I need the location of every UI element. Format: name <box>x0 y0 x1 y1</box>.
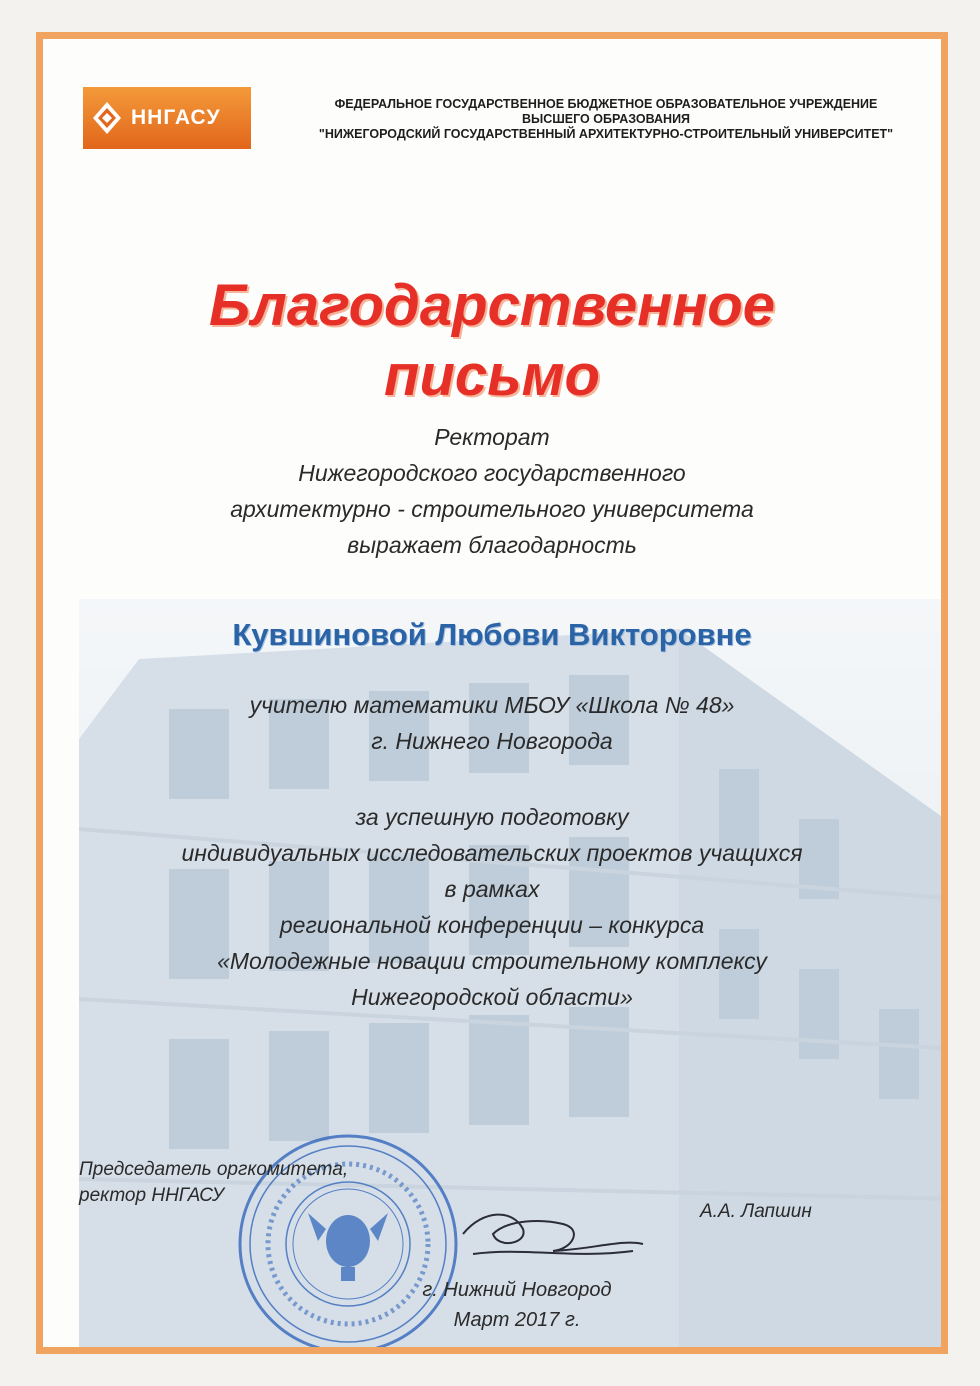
institution-header <box>281 97 931 142</box>
reason-line: «Молодежные новации строительному комплексу <box>217 948 767 974</box>
signatory-title-line: Председатель оргкомитета, <box>79 1159 349 1180</box>
intro-text <box>43 419 941 563</box>
intro-line: Нижегородского государственного <box>298 460 686 486</box>
header-line: ФЕДЕРАЛЬНОЕ ГОСУДАРСТВЕННОЕ БЮДЖЕТНОЕ ОБРАЗОВАТЕЛЬНОЕ УЧРЕЖДЕНИЕ <box>334 97 878 111</box>
reason-line: за успешную подготовку <box>355 804 629 830</box>
date: Март 2017 г. <box>453 1309 581 1331</box>
university-logo <box>83 87 251 149</box>
title-line: Благодарственное <box>208 273 775 338</box>
city: г. Нижний Новгород <box>422 1279 612 1301</box>
intro-line: Ректорат <box>434 424 550 450</box>
recipient-name: Кувшиновой Любови Викторовне <box>232 617 752 652</box>
reason-line: в рамках <box>444 876 540 902</box>
reason-line: индивидуальных исследовательских проектов учащихся <box>181 840 803 866</box>
signatory-title-line: ректор ННГАСУ <box>79 1185 225 1206</box>
position-line: учителю математики МБОУ «Школа № 48» <box>249 692 735 718</box>
title-line: письмо <box>384 343 600 408</box>
place-and-date <box>43 1275 941 1335</box>
intro-line: выражает благодарность <box>347 532 637 558</box>
header-line: ВЫСШЕГО ОБРАЗОВАНИЯ <box>521 112 691 126</box>
header-line: "НИЖЕГОРОДСКИЙ ГОСУДАРСТВЕННЫЙ АРХИТЕКТУРНО-СТРОИТЕЛЬНЫЙ УНИВЕРСИТЕТ" <box>318 127 894 141</box>
reason-line: Нижегородской области» <box>351 984 633 1010</box>
recipient-position <box>43 687 941 759</box>
logo-emblem-icon <box>83 87 131 149</box>
signatory-title <box>79 1157 348 1209</box>
intro-line: архитектурно - строительного университета <box>230 496 754 522</box>
certificate-frame <box>36 32 948 1354</box>
signatory-name: А.А. Лапшин <box>700 1201 812 1222</box>
certificate-title <box>43 271 941 411</box>
position-line: г. Нижнего Новгорода <box>371 728 613 754</box>
handwritten-signature <box>453 1189 653 1269</box>
award-reason <box>43 799 941 1015</box>
logo-text: ННГАСУ <box>131 106 221 129</box>
reason-line: региональной конференции – конкурса <box>279 912 705 938</box>
